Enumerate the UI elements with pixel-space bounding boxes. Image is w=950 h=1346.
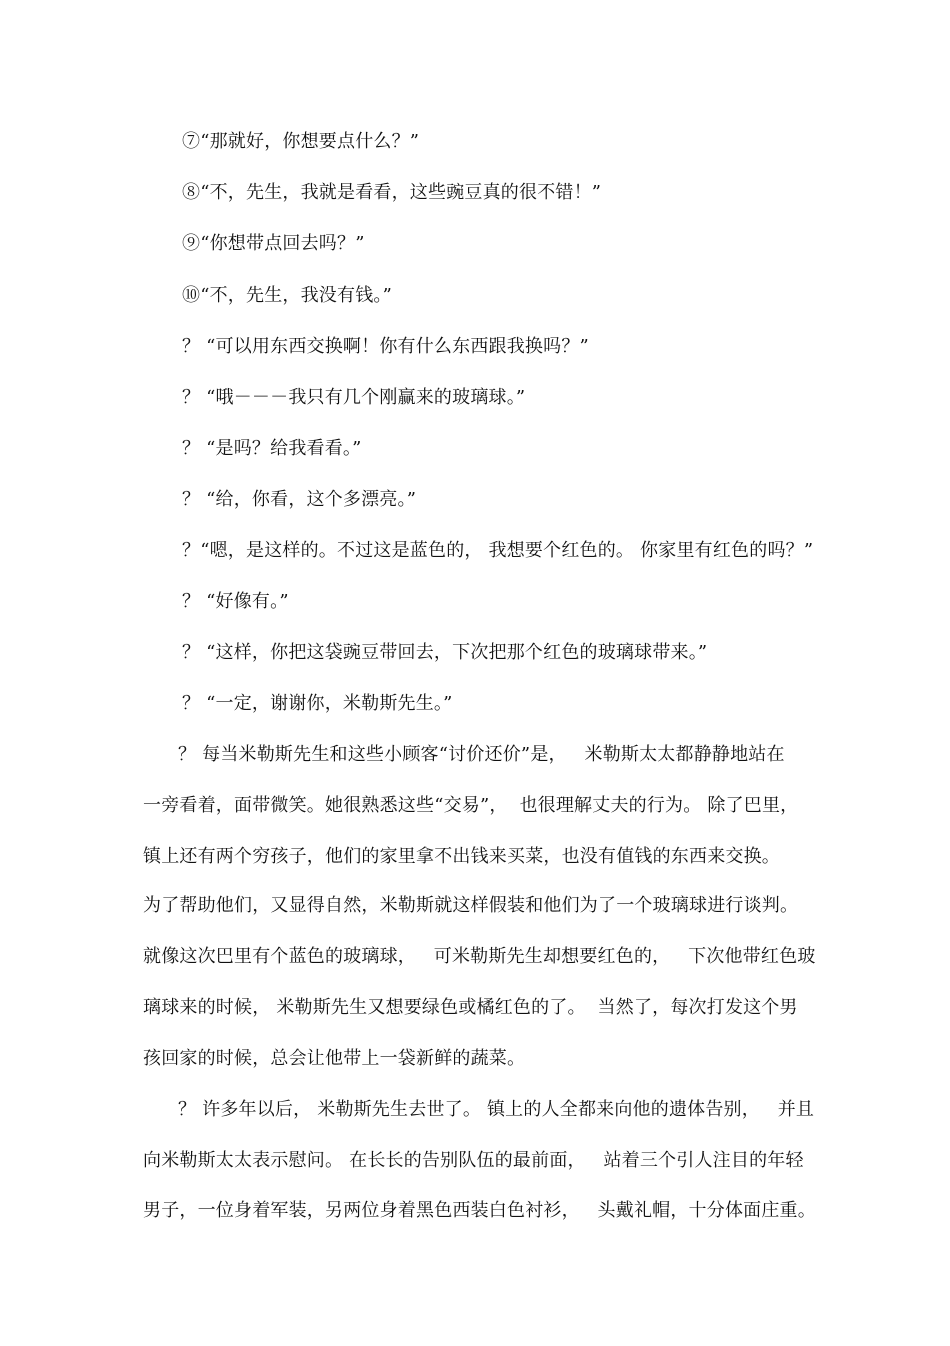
dialogue-line: ？ “一定，谢谢你，米勒斯先生。”	[182, 693, 453, 714]
paragraph-line: 向米勒斯太太表示慰问。 在长长的告别队伍的最前面， 站着三个引人注目的年轻	[143, 1150, 804, 1171]
paragraph-line: 男子，一位身着军装，另两位身着黑色西装白色衬衫， 头戴礼帽，十分体面庄重。	[143, 1200, 816, 1221]
dialogue-line: ？ “可以用东西交换啊！你有什么东西跟我换吗？”	[182, 336, 589, 357]
paragraph-line: 一旁看着，面带微笑。她很熟悉这些“交易”， 也很理解丈夫的行为。 除了巴里，	[143, 795, 799, 816]
dialogue-line: ？“嗯，是这样的。不过这是蓝色的， 我想要个红色的。 你家里有红色的吗？”	[182, 540, 814, 561]
paragraph-line: 就像这次巴里有个蓝色的玻璃球， 可米勒斯先生却想要红色的， 下次他带红色玻	[143, 946, 816, 967]
dialogue-line: ⑩“不，先生，我没有钱。”	[182, 285, 393, 306]
dialogue-line: ⑦“那就好，你想要点什么？”	[182, 131, 420, 152]
dialogue-line: ⑨“你想带点回去吗？”	[182, 233, 365, 254]
paragraph-line: ？ 许多年以后， 米勒斯先生去世了。 镇上的人全都来向他的遗体告别， 并且	[178, 1099, 815, 1120]
paragraph-line: 为了帮助他们，又显得自然，米勒斯就这样假装和他们为了一个玻璃球进行谈判。	[143, 895, 799, 916]
paragraph-line: ？ 每当米勒斯先生和这些小顾客“讨价还价”是， 米勒斯太太都静静地站在	[178, 744, 785, 765]
dialogue-line: ？ “给，你看，这个多漂亮。”	[182, 489, 417, 510]
paragraph-line: 镇上还有两个穷孩子，他们的家里拿不出钱来买菜，也没有值钱的东西来交换。	[143, 846, 780, 867]
paragraph-line: 孩回家的时候，总会让他带上一袋新鲜的蔬菜。	[143, 1048, 526, 1069]
dialogue-line: ？ “是吗？给我看看。”	[182, 438, 362, 459]
paragraph-line: 璃球来的时候， 米勒斯先生又想要绿色或橘红色的了。 当然了，每次打发这个男	[143, 997, 798, 1018]
dialogue-line: ？ “这样，你把这袋豌豆带回去，下次把那个红色的玻璃球带来。”	[182, 642, 708, 663]
dialogue-line: ？ “哦－－－我只有几个刚赢来的玻璃球。”	[182, 387, 526, 408]
dialogue-line: ⑧“不，先生，我就是看看，这些豌豆真的很不错！”	[182, 182, 602, 203]
dialogue-line: ？ “好像有。”	[182, 591, 289, 612]
